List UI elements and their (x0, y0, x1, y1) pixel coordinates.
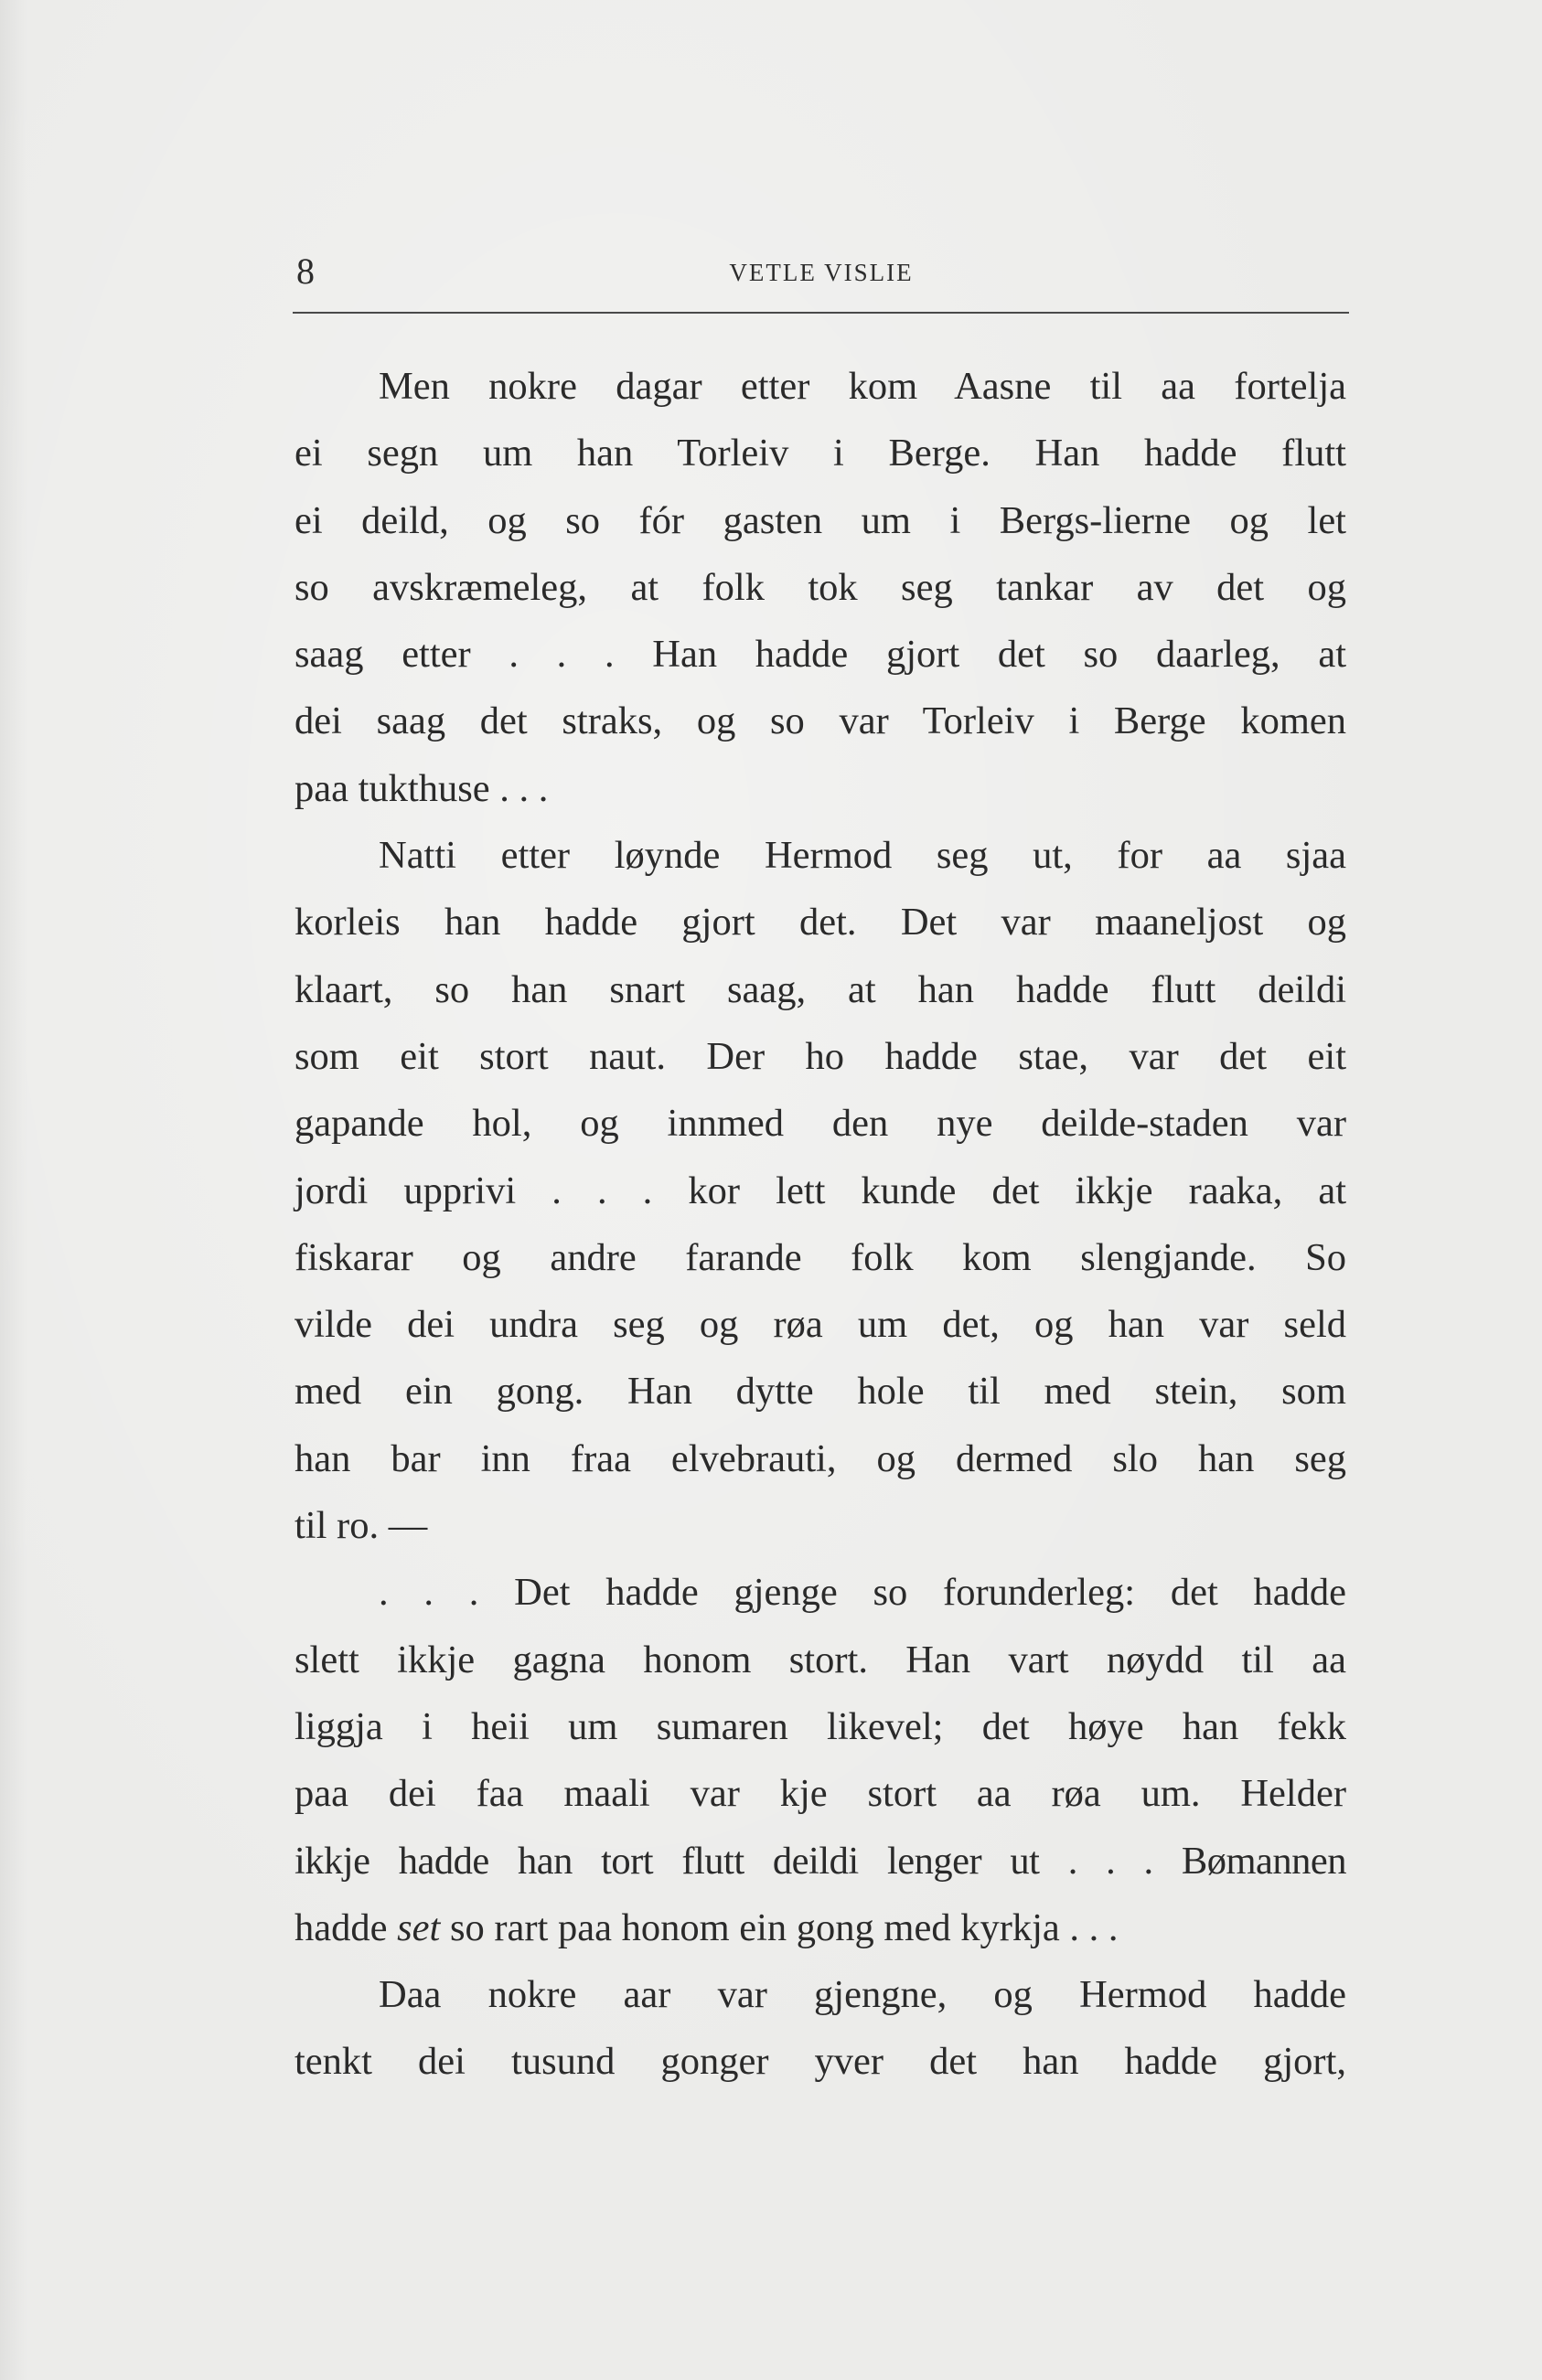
text-segment: so rart paa honom ein gong med kyrkja . . . (440, 1905, 1119, 1949)
text-line: . . . Det hadde gjenge so forunderleg: det hadde (379, 1571, 1346, 1615)
text-line: saag etter . . . Han hadde gjort det so daarleg, at (294, 633, 1346, 677)
header-rule (293, 312, 1349, 314)
body-text (294, 353, 1346, 2096)
text-line: vilde dei undra seg og røa um det, og han var seld (294, 1303, 1346, 1347)
text-line: dei saag det straks, og so var Torleiv i Berge komen (294, 699, 1346, 743)
text-line: til ro. — (294, 1504, 428, 1548)
text-line: so avskræmeleg, at folk tok seg tankar av det og (294, 565, 1346, 609)
text-line: ikkje hadde han tort flutt deildi lenger ut . . . Bømannen (294, 1839, 1346, 1883)
text-line: fiskarar og andre farande folk kom slengjande. So (294, 1235, 1346, 1279)
text-line: han bar inn fraa elvebrauti, og dermed slo han seg (294, 1436, 1346, 1480)
text-segment: hadde (294, 1905, 398, 1949)
text-line: med ein gong. Han dytte hole til med stein, som (294, 1370, 1346, 1414)
text-line: slett ikkje gagna honom stort. Han vart nøydd til aa (294, 1638, 1346, 1681)
text-line-with-italic (294, 1894, 1346, 1961)
text-line: paa dei faa maali var kje stort aa røa um. Helder (294, 1772, 1346, 1816)
text-line: Men nokre dagar etter kom Aasne til aa fortelja (379, 365, 1346, 408)
text-line: gapande hol, og innmed den nye deilde-staden var (294, 1102, 1346, 1146)
text-line: ei deild, og so fór gasten um i Bergs-lierne og let (294, 498, 1346, 542)
text-line: Natti etter løynde Hermod seg ut, for aa sjaa (379, 834, 1346, 878)
text-line: korleis han hadde gjort det. Det var maaneljost og (294, 901, 1346, 945)
italic-word: set (397, 1905, 441, 1949)
text-line: jordi upprivi . . . kor lett kunde det ikkje raaka, at (294, 1169, 1346, 1212)
text-line: paa tukthuse . . . (294, 766, 549, 810)
text-line: som eit stort naut. Der ho hadde stae, var det eit (294, 1034, 1346, 1078)
text-line: Daa nokre aar var gjengne, og Hermod hadde (379, 1973, 1346, 2017)
running-title: VETLE VISLIE (729, 259, 914, 286)
page-number: 8 (296, 251, 315, 292)
text-line: tenkt dei tusund gonger yver det han hadde gjort, (294, 2040, 1346, 2084)
page-header (294, 249, 1348, 305)
text-line: liggja i heii um sumaren likevel; det høye han fekk (294, 1704, 1346, 1748)
text-line: klaart, so han snart saag, at han hadde flutt deildi (294, 967, 1346, 1011)
text-line: ei segn um han Torleiv i Berge. Han hadde flutt (294, 432, 1346, 475)
